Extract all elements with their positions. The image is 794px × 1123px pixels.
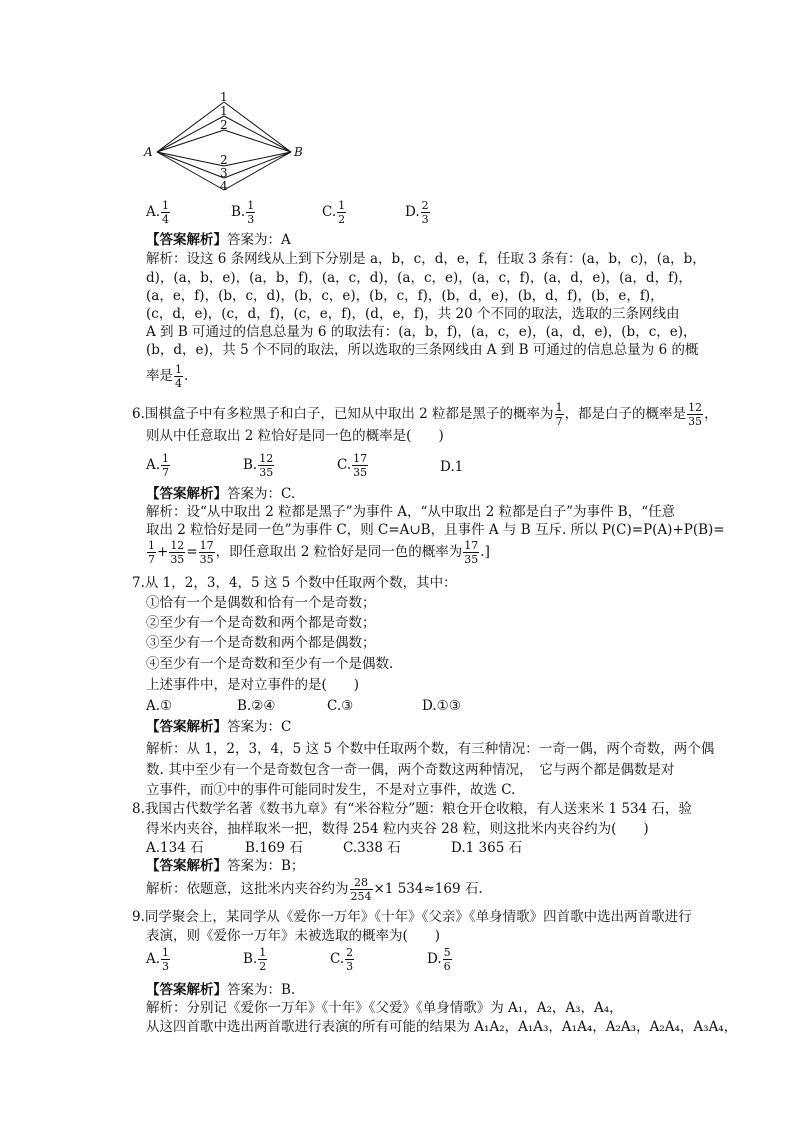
node-b-label: B xyxy=(294,145,303,159)
q6-solution-line: 解析：设“从中取出 2 粒都是黑子”为事件 A，“从中取出 2 粒都是白子”为事件 B，“任意 xyxy=(146,504,676,520)
q5-solution-line: (a，e，f)，(b，c，d)，(b，c，e)，(b，c，f)，(b，d，e)，(b，d，f)，(b，e，f)， xyxy=(146,288,664,304)
q7-answer: 【答案解析】答案为：C xyxy=(146,719,292,735)
q7-option-b: B.②④ xyxy=(237,698,276,714)
line-label: 2 xyxy=(220,153,228,167)
q5-solution-line: A 到 B 可通过的信息总量为 6 的取法有：(a，b，f)，(a，c，e)，(a，d，e)，(b，c，e)， xyxy=(146,324,697,340)
q7-solution-line: 解析：从 1，2，3，4，5 这 5 个数中任取两个数，有三种情况：一奇一偶，两个奇数，两个偶 xyxy=(146,741,715,757)
q9-stem: 9.同学聚会上，某同学从《爱你一万年》《十年》《父亲》《单身情歌》四首歌中选出两首歌进行 xyxy=(132,909,692,925)
q6-option-a: A. $\frac{1}{7}$ xyxy=(146,452,170,479)
q5-option-a: A. $\frac{1}{4}$ xyxy=(146,199,170,226)
q8-solution: 解析：依题意，这批米内夹谷约为 $\frac{28}{254}$ ×1 534≈169 石. xyxy=(146,876,483,903)
q5-solution-line: d)，(a，b，e)，(a，b，f)，(a，c，d)，(a，c，e)，(a，c，f)，(a，d，e)，(a，d，f)， xyxy=(146,270,692,286)
line-label: 3 xyxy=(220,166,228,180)
q6-option-c: C. $\frac{17}{35}$ xyxy=(337,452,368,479)
q7-item: ②至少有一个是奇数和两个都是奇数； xyxy=(146,615,376,631)
q9-option-c: C. $\frac{2}{3}$ xyxy=(330,946,354,973)
q5-solution-line: (c，d，e)，(c，d，f)，(c，e，f)，(d，e，f)，共 20 个不同的取法，选取的三条网线由 xyxy=(146,306,680,322)
q9-solution-line: 解析：分别记《爱你一万年》《十年》《父爱》《单身情歌》为 A₁，A₂，A₃，A₄， xyxy=(146,1000,623,1016)
q8-option-d: D.1 365 石 xyxy=(451,840,523,856)
q8-option-a: A.134 石 xyxy=(146,840,204,856)
q9-solution-line: 从这四首歌中选出两首歌进行表演的所有可能的结果为 A₁A₂，A₁A₃，A₁A₄，A₂A₃，A₂A₄，A₃A₄， xyxy=(146,1019,738,1035)
q7-solution-line: 立事件，而①中的事件可能同时发生，不是对立事件，故选 C. xyxy=(146,782,516,798)
q9-stem-line2: 表演，则《爱你一万年》未被选取的概率为( ) xyxy=(146,928,441,944)
q5-answer: 【答案解析】答案为：A xyxy=(146,232,291,248)
q7-item: ④至少有一个是奇数和至少有一个是偶数. xyxy=(146,656,394,672)
network-diagram xyxy=(140,90,320,195)
line-label: 4 xyxy=(220,179,228,193)
q5-solution-line: (b，d，e)，共 5 个不同的取法，所以选取的三条网线由 A 到 B 可通过的信息总量为 6 的概 xyxy=(146,342,699,358)
q6-option-b: B. $\frac{12}{35}$ xyxy=(243,452,274,479)
q6-solution-line: $\frac{1}{7}$ + $\frac{12}{35}$ = $\frac{17}{35}$ ，即任意取出 2 粒恰好是同一色的概率为 $\frac{17}{35}$ .] xyxy=(148,539,490,566)
q5-solution-line: 解析：设这 6 条网线从上到下分别是 a，b，c，d，e，f，任取 3 条有：(a，b，c)，(a，b， xyxy=(146,251,706,267)
q7-stem: 7.从 1，2，3，4，5 这 5 个数中任取两个数，其中： xyxy=(132,575,457,591)
q6-solution-line: 取出 2 粒恰好是同一色”为事件 C，则 C=A∪B，且事件 A 与 B 互斥. 所以 P(C)=P(A)+P(B)= xyxy=(146,522,725,538)
q8-stem: 8.我国古代数学名著《数书九章》有“米谷粒分”题：粮仓开仓收粮，有人送来米 1 534 石，验 xyxy=(132,801,692,817)
q9-option-d: D. $\frac{5}{6}$ xyxy=(427,946,451,973)
q8-stem-line2: 得米内夹谷，抽样取米一把，数得 254 粒内夹谷 28 粒，则这批米内夹谷约为( ) xyxy=(146,821,649,837)
q6-option-d: D.1 xyxy=(440,459,464,475)
q6-stem: 6.围棋盒子中有多粒黑子和白子，已知从中取出 2 粒都是黑子的概率为 $\frac{1}{7}$ ，都是白子的概率是 $\frac{12}{35}$ ， xyxy=(132,401,718,428)
q7-ask: 上述事件中，是对立事件的是( ) xyxy=(146,677,360,693)
q7-item: ①恰有一个是偶数和恰有一个是奇数； xyxy=(146,595,376,611)
q8-option-b: B.169 石 xyxy=(245,840,303,856)
q5-option-b: B. $\frac{1}{3}$ xyxy=(231,199,255,226)
q7-item: ③至少有一个是奇数和两个都是偶数； xyxy=(146,635,376,651)
q5-option-c: C. $\frac{1}{2}$ xyxy=(322,199,346,226)
q5-option-d: D. $\frac{2}{3}$ xyxy=(405,199,429,226)
q9-option-a: A. $\frac{1}{3}$ xyxy=(146,946,170,973)
q9-option-b: B. $\frac{1}{2}$ xyxy=(243,946,267,973)
q7-option-d: D.①③ xyxy=(422,698,461,714)
q8-answer: 【答案解析】答案为：B； xyxy=(146,858,305,874)
q7-option-c: C.③ xyxy=(327,698,354,714)
q5-solution-last: 率是 $\frac{1}{4}$ . xyxy=(146,363,189,390)
q7-solution-line: 数. 其中至少有一个是奇数包含一奇一偶，两个奇数这两种情况， 它与两个都是偶数是对 xyxy=(146,762,675,778)
line-label: 2 xyxy=(220,118,228,132)
q9-answer: 【答案解析】答案为：B. xyxy=(146,982,296,998)
line-label: 1 xyxy=(220,90,228,104)
q7-option-a: A.① xyxy=(146,698,173,714)
node-a-label: A xyxy=(144,145,153,159)
q6-answer: 【答案解析】答案为：C. xyxy=(146,486,296,502)
q8-option-c: C.338 石 xyxy=(343,840,401,856)
line-label: 1 xyxy=(220,104,228,118)
q6-stem-line2: 则从中任意取出 2 粒恰好是同一色的概率是( ) xyxy=(146,428,444,444)
